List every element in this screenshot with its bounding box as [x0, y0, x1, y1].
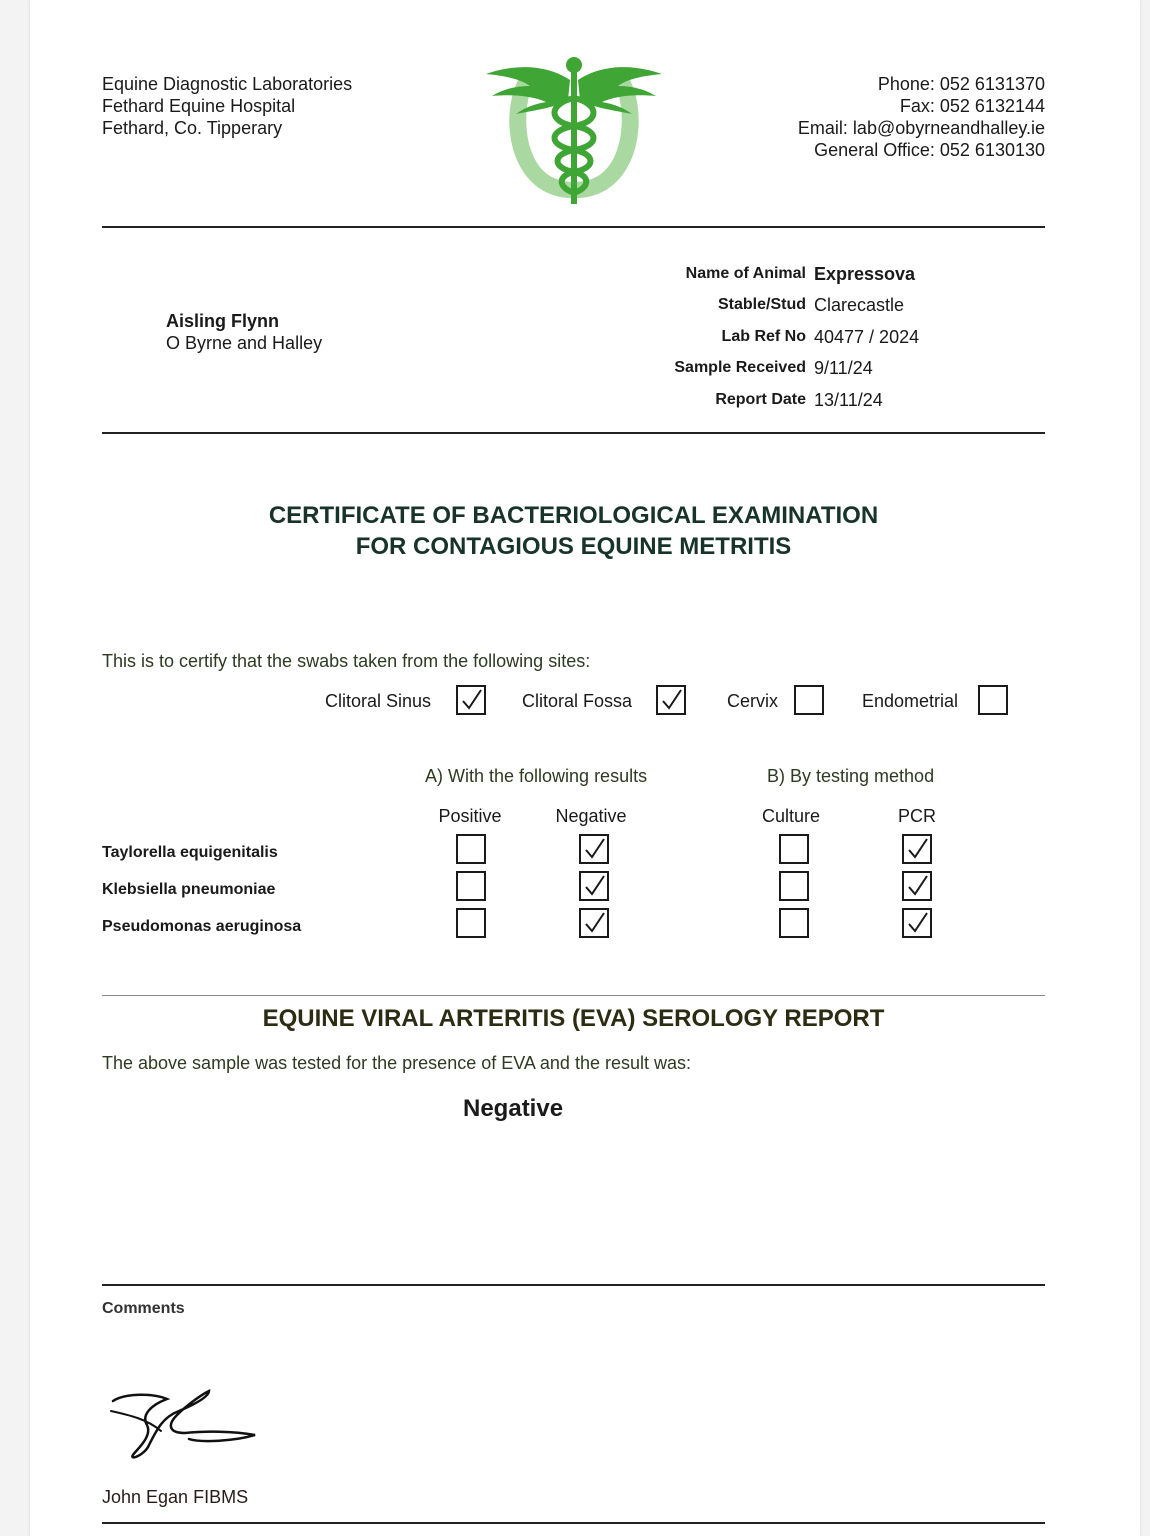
- eva-divider: [102, 995, 1045, 996]
- signatory-name: John Egan FIBMS: [102, 1487, 249, 1507]
- check-icon: [906, 911, 930, 935]
- negative-checkbox[interactable]: [579, 908, 609, 938]
- check-icon: [660, 688, 684, 712]
- organism-name: Klebsiella pneumoniae: [102, 881, 276, 898]
- handwritten-signature-icon: [105, 1385, 265, 1465]
- site-label: Clitoral Sinus: [325, 691, 432, 711]
- header-divider: [102, 226, 1045, 228]
- email-text: Email: lab@obyrneandhalley.ie: [797, 118, 1045, 138]
- fax-text: Fax: 052 6132144: [899, 96, 1045, 116]
- site-checkbox[interactable]: [656, 685, 686, 715]
- info-label: Report Date: [715, 390, 806, 408]
- check-icon: [460, 688, 484, 712]
- negative-checkbox[interactable]: [579, 834, 609, 864]
- info-value: 13/11/24: [814, 389, 883, 410]
- section-b-label: B) By testing method: [767, 766, 935, 786]
- negative-checkbox[interactable]: [579, 871, 609, 901]
- info-label: Name of Animal: [685, 264, 806, 282]
- positive-checkbox[interactable]: [456, 871, 486, 901]
- comments-label: Comments: [102, 1300, 185, 1317]
- column-header: Positive: [438, 806, 502, 826]
- caduceus-logo-icon: [484, 50, 664, 210]
- column-header: Culture: [761, 806, 821, 826]
- recipient-practice: O Byrne and Halley: [166, 333, 323, 353]
- recipient-name: Aisling Flynn: [166, 311, 280, 331]
- info-value: Expressova: [814, 263, 916, 284]
- site-label: Clitoral Fossa: [522, 691, 633, 711]
- pcr-checkbox[interactable]: [902, 834, 932, 864]
- pcr-checkbox[interactable]: [902, 871, 932, 901]
- address-line: Fethard, Co. Tipperary: [102, 118, 283, 138]
- certificate-title-line: CERTIFICATE OF BACTERIOLOGICAL EXAMINATION: [268, 502, 879, 529]
- site-checkbox[interactable]: [978, 685, 1008, 715]
- phone-text: Phone: 052 6131370: [877, 74, 1045, 94]
- check-icon: [583, 874, 607, 898]
- general-office-text: General Office: 052 6130130: [814, 140, 1045, 160]
- certificate-title: [102, 500, 1045, 562]
- culture-checkbox[interactable]: [779, 871, 809, 901]
- culture-checkbox[interactable]: [779, 834, 809, 864]
- lab-contact: [720, 73, 1045, 161]
- site-label: Endometrial: [862, 691, 959, 711]
- info-value: 9/11/24: [814, 358, 873, 379]
- info-row: [600, 290, 1020, 322]
- check-icon: [583, 911, 607, 935]
- eva-text: The above sample was tested for the presence of EVA and the result was:: [102, 1053, 691, 1073]
- info-row: [600, 258, 1020, 290]
- site-checkbox[interactable]: [456, 685, 486, 715]
- positive-checkbox[interactable]: [456, 834, 486, 864]
- site-checkbox[interactable]: [794, 685, 824, 715]
- column-header: PCR: [897, 806, 936, 826]
- info-label: Stable/Stud: [717, 296, 806, 314]
- lab-address: [102, 73, 352, 139]
- organism-name: Taylorella equigenitalis: [102, 844, 278, 861]
- info-row: [600, 353, 1020, 385]
- info-value: 40477 / 2024: [814, 326, 920, 347]
- site-label: Cervix: [727, 691, 779, 711]
- address-line: Equine Diagnostic Laboratories: [102, 74, 353, 94]
- column-header: Negative: [555, 806, 627, 826]
- info-divider: [102, 432, 1045, 434]
- certify-text: This is to certify that the swabs taken from the following sites:: [102, 651, 591, 671]
- certificate-title-line: FOR CONTAGIOUS EQUINE METRITIS: [355, 533, 792, 560]
- positive-checkbox[interactable]: [456, 908, 486, 938]
- info-label: Lab Ref No: [721, 327, 806, 345]
- info-label: Sample Received: [674, 359, 806, 377]
- info-row: [600, 321, 1020, 353]
- eva-result: Negative: [463, 1095, 564, 1122]
- info-value: Clarecastle: [814, 295, 905, 316]
- animal-info: [600, 258, 1020, 416]
- check-icon: [906, 837, 930, 861]
- address-line: Fethard Equine Hospital: [102, 96, 296, 116]
- section-a-label: A) With the following results: [425, 766, 648, 786]
- footer-divider: [102, 1522, 1045, 1524]
- culture-checkbox[interactable]: [779, 908, 809, 938]
- pcr-checkbox[interactable]: [902, 908, 932, 938]
- check-icon: [906, 874, 930, 898]
- comments-divider: [102, 1284, 1045, 1286]
- eva-title: EQUINE VIRAL ARTERITIS (EVA) SEROLOGY REPORT: [262, 1005, 885, 1032]
- recipient-block: [166, 310, 322, 354]
- check-icon: [583, 837, 607, 861]
- organism-name: Pseudomonas aeruginosa: [102, 918, 302, 935]
- info-row: [600, 384, 1020, 416]
